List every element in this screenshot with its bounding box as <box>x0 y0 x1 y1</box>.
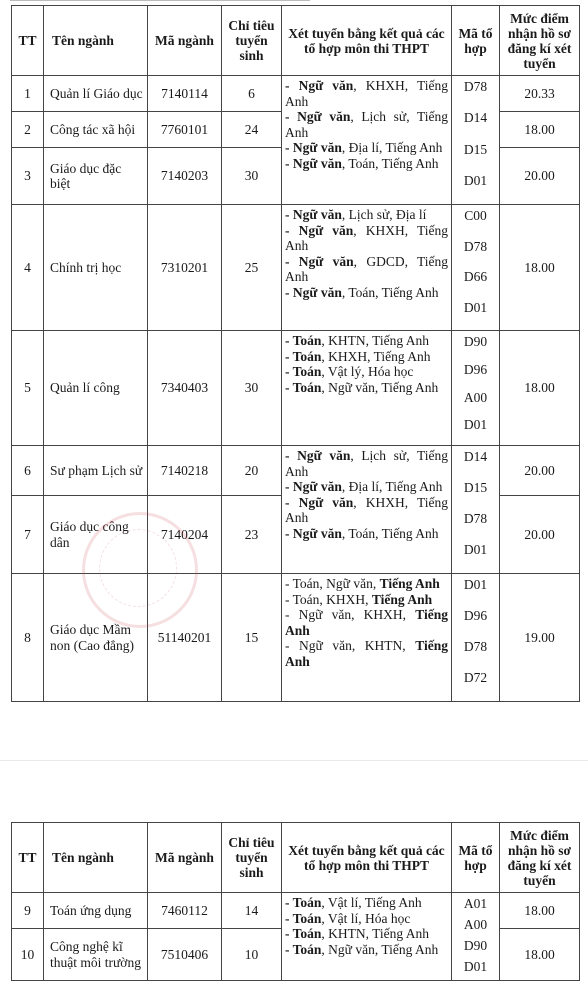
combo-line <box>285 78 448 109</box>
row-code: 7140204 <box>148 496 222 574</box>
header-combo-code: Mã tổ hợp <box>452 823 500 893</box>
combo-line <box>285 349 448 365</box>
row-score: 20.00 <box>500 496 580 574</box>
header-score: Mức điểm nhận hồ sơ đăng kí xét tuyển <box>500 823 580 893</box>
combo-line <box>285 380 448 396</box>
row-score: 20.33 <box>500 76 580 112</box>
combo-rest: , KHTN, Tiếng Anh <box>321 333 430 348</box>
combo-line <box>285 607 448 638</box>
combo-code: D78 <box>463 79 488 94</box>
row-tt: 10 <box>12 929 44 981</box>
combo-code: D78 <box>463 511 488 526</box>
combo-code: D14 <box>463 449 488 464</box>
header-score: Mức điểm nhận hồ sơ đăng kí xét tuyển <box>500 6 580 76</box>
row-name: Công nghệ kĩ thuật môi trường <box>44 929 148 981</box>
faded-seal-stamp <box>82 512 198 628</box>
row-tt: 1 <box>12 76 44 112</box>
combo-line <box>285 333 448 349</box>
row-quota: 6 <box>222 76 282 112</box>
combo-list <box>282 76 452 205</box>
combo-rest: , Vật lí, Hóa học <box>321 910 411 926</box>
combo-lead-subject: - Ngữ văn <box>285 78 354 93</box>
combo-line <box>285 448 448 479</box>
combo-code: D78 <box>463 238 488 254</box>
row-name: Chính trị học <box>44 205 148 331</box>
combo-line <box>285 156 448 172</box>
row-quota: 23 <box>222 496 282 574</box>
combo-code: D96 <box>463 361 488 377</box>
row-code: 7760101 <box>148 112 222 148</box>
row-name: Quản lí Giáo dục <box>44 76 148 112</box>
combo-lead-subject: - Ngữ văn <box>285 155 342 171</box>
combo-rest: , GDCD, Tiếng Anh <box>285 253 448 284</box>
combo-line <box>285 479 448 495</box>
combo-code: D90 <box>463 938 488 953</box>
combo-line <box>285 140 448 156</box>
row-score: 19.00 <box>500 574 580 702</box>
combo-rest: - Toán, KHXH, <box>285 591 372 607</box>
row-name: Giáo dục Mầm non (Cao đẳng) <box>44 574 148 702</box>
row-tt: 8 <box>12 574 44 702</box>
row-quota: 15 <box>222 574 282 702</box>
combo-lead-subject: - Toán <box>285 926 322 941</box>
combo-code: D01 <box>463 959 488 974</box>
combo-code: A00 <box>463 917 488 932</box>
combo-lead-subject: - Ngữ văn <box>285 479 342 494</box>
row-tt: 6 <box>12 446 44 496</box>
row-score: 18.00 <box>500 929 580 981</box>
combo-rest: , Lịch sử, Tiếng Anh <box>285 109 448 140</box>
row-code: 7140114 <box>148 76 222 112</box>
combo-rest: , Lịch sử, Địa lí <box>341 207 427 222</box>
row-name: Quản lí công <box>44 331 148 446</box>
page-break <box>0 760 588 769</box>
combo-rest: , Vật lí, Tiếng Anh <box>321 895 422 910</box>
row-tt: 2 <box>12 112 44 148</box>
combo-code: D72 <box>463 670 488 685</box>
combo-lead-subject: - Ngữ văn <box>285 525 342 541</box>
combo-lead-subject: - Toán <box>285 379 322 395</box>
combo-rest: , Ngữ văn, Tiếng Anh <box>321 941 439 957</box>
row-code: 7510406 <box>148 929 222 981</box>
row-score: 18.00 <box>500 893 580 929</box>
row-quota: 30 <box>222 331 282 446</box>
combo-code: D96 <box>463 608 488 623</box>
row-name: Sư phạm Lịch sử <box>44 446 148 496</box>
combo-bold-subject: Tiếng Anh <box>285 638 448 669</box>
combo-code-list <box>452 446 500 574</box>
row-score: 18.00 <box>500 205 580 331</box>
combo-lead-subject: - Toán <box>285 333 322 348</box>
header-code: Mã ngành <box>148 6 222 76</box>
combo-list <box>282 574 452 702</box>
combo-bold-subject: Tiếng Anh <box>379 576 440 591</box>
combo-line <box>285 364 448 380</box>
combo-lead-subject: - Ngữ văn <box>285 109 351 124</box>
table-row <box>12 893 580 929</box>
row-code: 51140201 <box>148 574 222 702</box>
combo-line <box>285 285 448 301</box>
combo-code: D01 <box>463 542 488 557</box>
combo-rest: , KHTN, Tiếng Anh <box>321 926 430 941</box>
combo-code: D78 <box>463 639 488 654</box>
combo-code-list <box>452 76 500 205</box>
row-score: 18.00 <box>500 112 580 148</box>
row-quota: 14 <box>222 893 282 929</box>
combo-list <box>282 446 452 574</box>
combo-line <box>285 576 448 592</box>
row-tt: 7 <box>12 496 44 574</box>
combo-bold-subject: Tiếng Anh <box>285 607 448 638</box>
combo-lead-subject: - Ngữ văn <box>285 284 342 300</box>
combo-rest: , KHXH, Tiếng Anh <box>285 78 448 109</box>
combo-code-list <box>452 205 500 331</box>
combo-code: D15 <box>463 141 488 157</box>
combo-code: D90 <box>463 334 488 349</box>
combo-line <box>285 592 448 608</box>
combo-lead-subject: - Ngữ văn <box>285 494 354 510</box>
combo-rest: , Ngữ văn, Tiếng Anh <box>321 379 439 395</box>
row-name: Giáo dục đặc biệt <box>44 148 148 205</box>
header-name: Tên ngành <box>44 6 148 76</box>
combo-lead-subject: - Toán <box>285 941 322 957</box>
combo-line <box>285 895 448 911</box>
row-quota: 20 <box>222 446 282 496</box>
combo-list <box>282 205 452 331</box>
row-quota: 30 <box>222 148 282 205</box>
combo-rest: , Vật lý, Hóa học <box>321 364 414 379</box>
combo-list <box>282 331 452 446</box>
row-code: 7460112 <box>148 893 222 929</box>
combo-code-list <box>452 574 500 702</box>
combo-rest: , Địa lí, Tiếng Anh <box>341 140 443 155</box>
combo-code: D01 <box>463 577 488 592</box>
row-score: 20.00 <box>500 148 580 205</box>
combo-rest: , Toán, Tiếng Anh <box>341 155 439 171</box>
combo-code: D01 <box>463 172 488 188</box>
row-code: 7140203 <box>148 148 222 205</box>
table-header-row <box>12 823 580 893</box>
row-code: 7340403 <box>148 331 222 446</box>
combo-line <box>285 254 448 285</box>
combo-code: D14 <box>463 110 488 126</box>
row-name: Giáo dục công dân <box>44 496 148 574</box>
row-score: 20.00 <box>500 446 580 496</box>
combo-rest: , KHXH, Tiếng Anh <box>285 494 448 525</box>
row-tt: 5 <box>12 331 44 446</box>
combo-code: D15 <box>463 480 488 495</box>
header-quota: Chỉ tiêu tuyển sinh <box>222 6 282 76</box>
combo-line <box>285 207 448 223</box>
table-row <box>12 76 580 112</box>
row-tt: 4 <box>12 205 44 331</box>
combo-line <box>285 223 448 254</box>
combo-code: A00 <box>463 389 488 405</box>
header-name: Tên ngành <box>44 823 148 893</box>
admission-table-2 <box>11 822 580 981</box>
combo-line <box>285 942 448 958</box>
combo-code-list <box>452 893 500 981</box>
row-name: Công tác xã hội <box>44 112 148 148</box>
combo-line <box>285 926 448 942</box>
combo-line <box>285 109 448 140</box>
combo-rest: - Toán, Ngữ văn, <box>285 576 380 591</box>
table-row <box>12 446 580 496</box>
combo-lead-subject: - Ngữ văn <box>285 207 342 222</box>
header-combo-code: Mã tổ hợp <box>452 6 500 76</box>
row-score: 18.00 <box>500 331 580 446</box>
combo-lead-subject: - Ngữ văn <box>285 222 354 238</box>
combo-code: D01 <box>463 417 488 433</box>
combo-lead-subject: - Ngữ văn <box>285 140 342 155</box>
row-quota: 24 <box>222 112 282 148</box>
combo-line <box>285 526 448 542</box>
header-tt: TT <box>12 823 44 893</box>
combo-rest: - Ngữ văn, KHTN, <box>285 638 416 653</box>
combo-code: D66 <box>463 269 488 284</box>
combo-list <box>282 893 452 981</box>
combo-code: D01 <box>463 299 488 315</box>
combo-lead-subject: - Toán <box>285 910 322 926</box>
row-tt: 9 <box>12 893 44 929</box>
combo-code: C00 <box>464 208 487 223</box>
row-quota: 25 <box>222 205 282 331</box>
table-row <box>12 205 580 331</box>
header-quota: Chỉ tiêu tuyển sinh <box>222 823 282 893</box>
combo-rest: - Ngữ văn, KHXH, <box>285 607 416 622</box>
table-header-row <box>12 6 580 76</box>
combo-rest: , Lịch sử, Tiếng Anh <box>285 448 448 479</box>
combo-code-list <box>452 331 500 446</box>
table-row <box>12 331 580 446</box>
combo-rest: , Toán, Tiếng Anh <box>341 525 439 541</box>
combo-lead-subject: - Toán <box>285 348 322 364</box>
header-tt: TT <box>12 6 44 76</box>
row-code: 7310201 <box>148 205 222 331</box>
combo-rest: , KHXH, Tiếng Anh <box>285 222 448 253</box>
combo-lead-subject: - Ngữ văn <box>285 253 354 269</box>
header-combos: Xét tuyển bằng kết quả các tổ hợp môn thi THPT <box>282 823 452 893</box>
combo-line <box>285 911 448 927</box>
combo-rest: , Địa lí, Tiếng Anh <box>341 479 443 494</box>
combo-bold-subject: Tiếng Anh <box>371 591 433 607</box>
row-name: Toán ứng dụng <box>44 893 148 929</box>
header-code: Mã ngành <box>148 823 222 893</box>
combo-lead-subject: - Ngữ văn <box>285 448 351 463</box>
row-tt: 3 <box>12 148 44 205</box>
combo-line <box>285 638 448 669</box>
combo-rest: , Toán, Tiếng Anh <box>341 284 439 300</box>
combo-lead-subject: - Toán <box>285 364 322 379</box>
combo-lead-subject: - Toán <box>285 895 322 910</box>
combo-code: A01 <box>463 896 488 911</box>
row-code: 7140218 <box>148 446 222 496</box>
combo-rest: , KHXH, Tiếng Anh <box>321 348 431 364</box>
row-quota: 10 <box>222 929 282 981</box>
combo-line <box>285 495 448 526</box>
header-combos: Xét tuyển bằng kết quả các tổ hợp môn thi THPT <box>282 6 452 76</box>
